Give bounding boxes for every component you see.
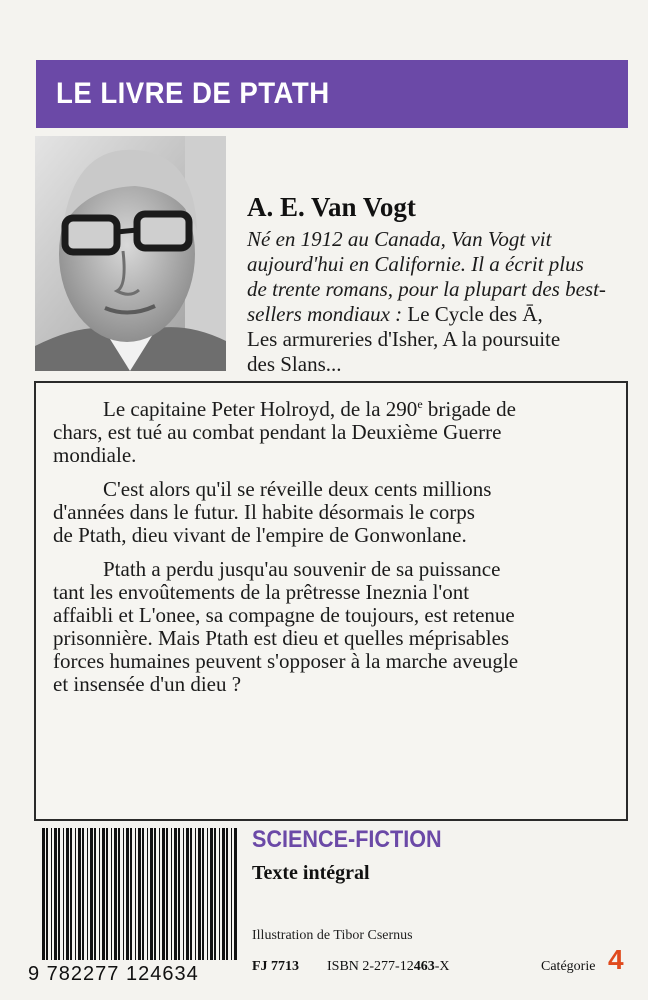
book-title: LE LIVRE DE PTATH <box>56 77 330 110</box>
summary-paragraph <box>53 558 613 696</box>
summary-line: d'années dans le futur. Il habite désormais le corps <box>53 500 475 524</box>
isbn-part: ISBN 2-277-12 <box>327 959 414 974</box>
summary-sup: e <box>417 397 423 411</box>
bio-works: des Slans... <box>247 352 342 376</box>
summary-line: Ptath a perdu jusqu'au souvenir de sa puissance <box>103 557 501 581</box>
summary-line: tant les envoûtements de la prêtresse Ineznia l'ont <box>53 580 470 604</box>
author-photo <box>35 136 226 371</box>
author-name: A. E. Van Vogt <box>247 192 416 222</box>
book-summary <box>53 398 613 707</box>
summary-line: de Ptath, dieu vivant de l'empire de Gonwonlane. <box>53 523 467 547</box>
summary-line: et insensée d'un dieu ? <box>53 672 242 696</box>
summary-line: affaibli et L'onee, sa compagne de toujours, est retenue <box>53 603 515 627</box>
title-banner <box>36 60 628 128</box>
category-label: Catégorie <box>541 959 596 974</box>
isbn <box>327 959 450 975</box>
genre-label: SCIENCE-FICTION <box>252 826 442 853</box>
catalog-code: FJ 7713 <box>252 959 300 974</box>
barcode <box>28 828 243 988</box>
summary-line: mondiale. <box>53 443 137 467</box>
bio-line: de trente romans, pour la plupart des best- <box>247 277 606 301</box>
summary-text: brigade de <box>422 397 516 421</box>
author-portrait <box>35 136 226 371</box>
isbn-part: -X <box>434 959 450 974</box>
bio-works: Le Cycle des Ā, <box>407 302 543 326</box>
barcode-icon <box>28 828 243 963</box>
bio-line: aujourd'hui en Californie. Il a écrit plus <box>247 252 584 276</box>
edition-label: Texte intégral <box>252 862 370 884</box>
summary-line: forces humaines peuvent s'opposer à la marche aveugle <box>53 649 519 673</box>
summary-text: Le capitaine Peter Holroyd, de la 290 <box>103 397 418 421</box>
isbn-part: 463 <box>413 959 435 974</box>
category-number: 4 <box>608 944 624 975</box>
barcode-digits: 9 782277 124634 <box>28 963 199 985</box>
summary-line: prisonnière. Mais Ptath est dieu et quelles méprisables <box>53 626 510 650</box>
summary-line: chars, est tué au combat pendant la Deuxième Guerre <box>53 420 502 444</box>
summary-paragraph <box>53 478 613 547</box>
summary-line: C'est alors qu'il se réveille deux cents millions <box>103 477 492 501</box>
bio-works: Les armureries d'Isher, A la poursuite <box>247 327 561 351</box>
summary-paragraph <box>53 398 613 467</box>
bio-line: Né en 1912 au Canada, Van Vogt vit <box>247 227 552 251</box>
author-bio <box>247 227 637 377</box>
bio-line: sellers mondiaux : <box>247 302 403 326</box>
illustration-credit: Illustration de Tibor Csernus <box>252 928 413 943</box>
